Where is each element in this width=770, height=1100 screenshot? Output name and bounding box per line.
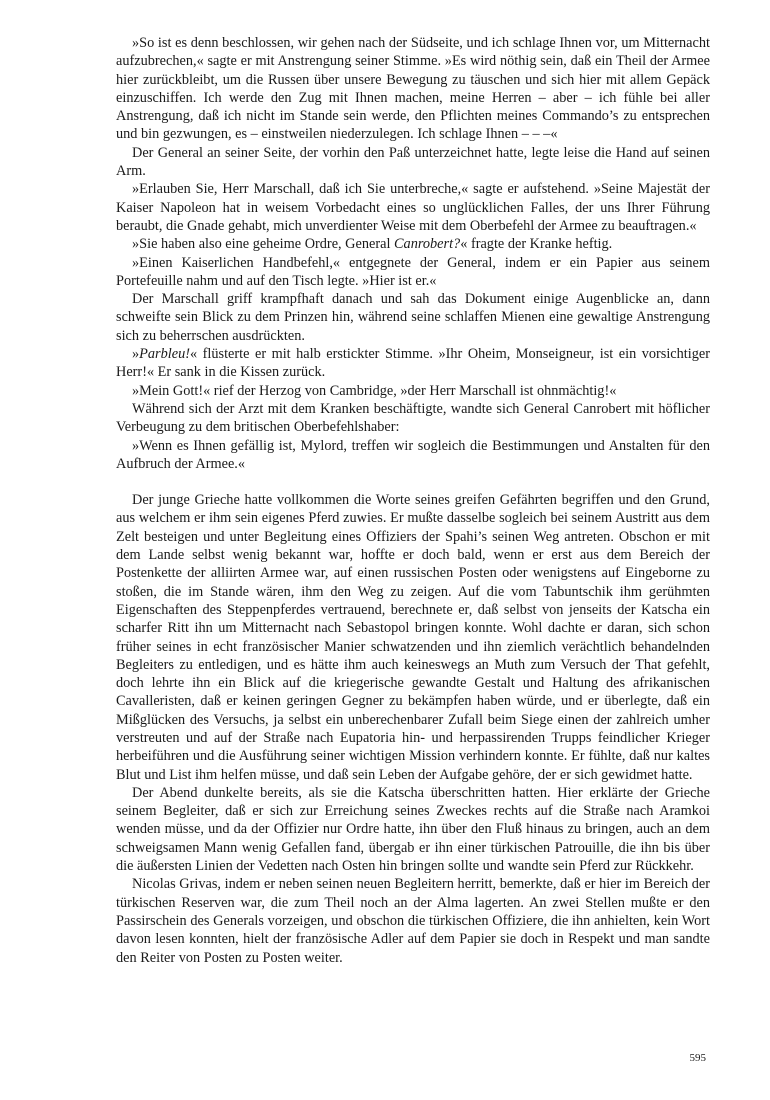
paragraph: »Mein Gott!« rief der Herzog von Cambridge, »der Herr Marschall ist ohnmächtig!«	[132, 382, 617, 399]
paragraph: Der Marschall griff krampfhaft danach und sah das Dokument einige Augenblicke an, dann schweifte sein Blick zu dem Prinzen hin, während seine schlaffen Mienen eine gewaltige Anstrengung sich zu beherrschen ausdrückten.	[116, 291, 710, 344]
paragraph: Während sich der Arzt mit dem Kranken beschäftigte, wandte sich General Canrobert mit höflicher Verbeugung zu dem britischen Oberbefehlshaber:	[116, 400, 710, 436]
paragraph: Der Abend dunkelte bereits, als sie die Katscha überschritten hatten. Hier erklärte der Grieche seinem Begleiter, daß er sich zur Erreichung seines Zweckes rechts auf die Straße nach Aramkoi wenden müsse, und da der Offizier nur Ordre hatte, ihn über den Fluß hinaus zu bringen, auch an dem schweigsamen Mann wenig Gefallen fand, übergab er ihn einer türkischen Patrouille, die ihn bis über die äußersten Linien der Vedetten nach Osten hin bringen sollte und wandte sein Pferd zur Rückkehr.	[116, 784, 710, 875]
text-run: »	[132, 346, 140, 363]
paragraph	[116, 345, 710, 382]
paragraph: Der General an seiner Seite, der vorhin den Paß unterzeichnet hatte, legte leise die Hand auf seinen Arm.	[116, 144, 710, 180]
page-number: 595	[689, 1052, 706, 1064]
paragraph: »Einen Kaiserlichen Handbefehl,« entgegnete der General, indem er ein Papier aus seinem Portefeuille nahm und auf den Tisch legte. »Hier ist er.«	[116, 254, 710, 289]
text-run: « fragte der Kranke heftig.	[460, 236, 613, 253]
italic-name: Canrobert?	[394, 236, 461, 253]
text-run: »Sie haben also eine geheime Ordre, General	[132, 236, 395, 253]
paragraph: »Erlauben Sie, Herr Marschall, daß ich Sie unterbreche,« sagte er aufstehend. »Seine Majestät der Kaiser Napoleon hat in weisem Vorbedacht eines so unglücklichen Falles, der uns Ihrer Führung beraubt, die Gnade gehabt, mich unverdienter Weise mit dem Oberbefehl der Armee zu beauftragen.«	[116, 181, 710, 234]
paragraph	[116, 235, 710, 253]
page-body	[116, 34, 710, 967]
paragraph: Nicolas Grivas, indem er neben seinen neuen Begleitern herritt, bemerkte, daß er hier im Bereich der türkischen Reserven war, die zum Theil noch an der Alma lagerten. An zwei Stellen mußte er den Passirschein des Generals vorzeigen, und obschon die türkischen Offiziere, die ihn anhielten, kein Wort davon lesen konnten, hielt der französische Adler auf dem Papier sie doch in Respekt und man sandte den Reiter von Posten zu Posten weiter.	[116, 876, 710, 966]
paragraph: Der junge Grieche hatte vollkommen die Worte seines greifen Gefährten begriffen und den Grund, aus welchem er ihm sein eigenes Pferd zuwies. Er mußte dasselbe sogleich bei seinem Austritt aus dem Zelt besteigen und unter Begleitung eines Offiziers der Spahi’s seinen Weg antreten. Obschon er mit dem Lande selbst wenig bekannt war, hoffte er doch bald, wenn er erst aus dem Bereich der Postenkette der alliirten Armee war, auf einen russischen Posten oder wenigstens auf Eingeborne zu stoßen, die im Stande wären, ihm den Weg zu zeigen. Auf die vom Tabuntschik ihm gerühmten Eigenschaften des Steppenpferdes vertrauend, berechnete er, daß selbst von jenseits der Katscha ein scharfer Ritt ihn um Mitternacht nach Sebastopol bringen konnte. Wohl dachte er daran, sich schon früher seines in echt französischer Manier schwatzenden und ihn ziemlich verächtlich behandelnden Begleiters zu entledigen, und es hätte ihm auch keineswegs an Muth zum Versuch der That gefehlt, doch lehrte ihn ein Blick auf die kriegerische gewandte Gestalt und Haltung des afrikanischen Cavalleristen, daß er keinen geringen Gegner zu bekämpfen haben würde, und er überlegte, daß ein Mißglücken des Versuchs, ja selbst ein unberechenbarer Zufall beim Siege einen der zahlreich umher verstreuten und auf der Straße nach Eupatoria hin- und herpassirenden Trupps feindlicher Krieger herbeiführen und die Ausführung seiner wichtigen Mission verhindern konnte. Er fühlte, daß nur kaltes Blut und List ihm helfen müsse, und daß sein Leben der Aufgabe gehöre, der er sich gewidmet hatte.	[116, 492, 710, 783]
italic-exclamation: Parbleu!	[139, 346, 190, 363]
paragraph: »Wenn es Ihnen gefällig ist, Mylord, treffen wir sogleich die Bestimmungen und Anstalten für den Aufbruch der Armee.«	[116, 437, 710, 472]
paragraph: »So ist es denn beschlossen, wir gehen nach der Südseite, und ich schlage Ihnen vor, um Mitternacht aufzubrechen,« sagte er mit Anstrengung seiner Stimme. »Es wird nöthig sein, daß ein Theil der Armee hier zurückbleibt, um die Russen über unsere Bewegung zu täuschen und sich hier mit allem Gepäck einzuschiffen. Ich werde den Zug mit Ihnen machen, meine Herren – aber – ich fühle bei aller Anstrengung, daß ich nicht im Stande sein werde, den Pflichten meines Commando’s zu entsprechen und bin gezwungen, es – einstweilen niederzulegen. Ich schlage Ihnen – – –«	[116, 35, 710, 143]
text-run: « flüsterte er mit halb erstickter Stimme. »Ihr Oheim, Monseigneur, ist ein vorsichtiger Herr!« Er sank in die Kissen zurück.	[116, 346, 710, 381]
